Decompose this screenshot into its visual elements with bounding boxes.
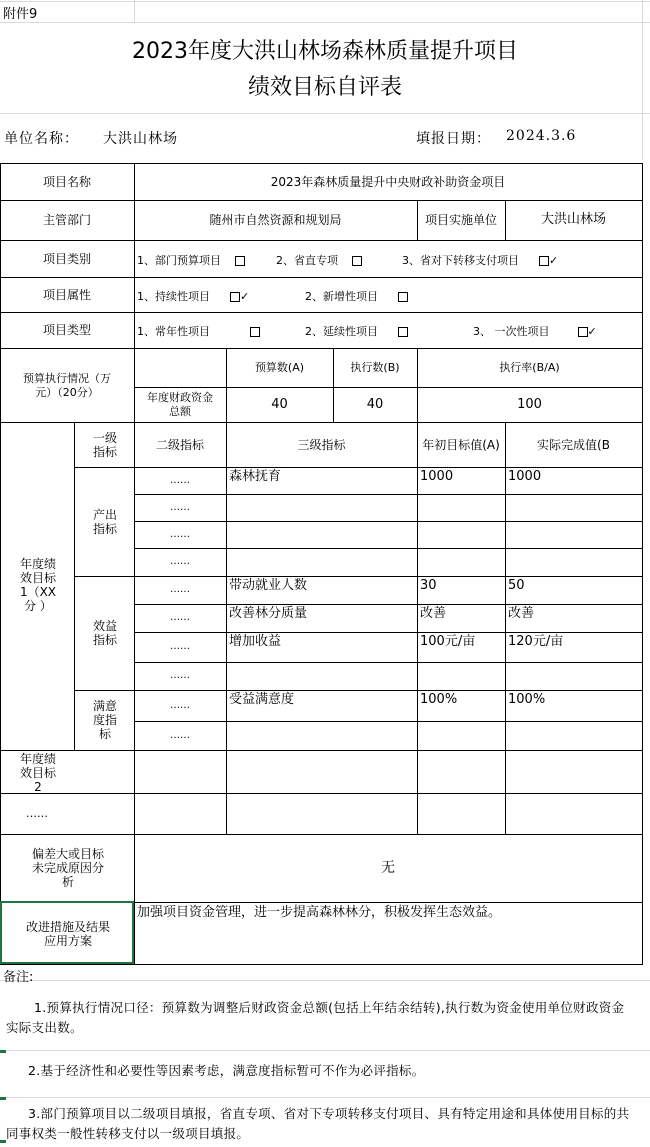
grid-line (0, 113, 650, 114)
row-marker (0, 1050, 6, 1053)
check-mark-icon: ✓ (587, 325, 597, 338)
grid-line (0, 1050, 650, 1051)
grid-line (134, 0, 135, 22)
indicator-actual[interactable]: 改善 (508, 606, 535, 621)
type-label: 项目类型 (42, 323, 91, 337)
budget-col-rate: 执行率(B/A) (499, 360, 560, 374)
unit-name: 大洪山林场 (103, 131, 178, 147)
indicator-target[interactable]: 1000 (420, 469, 454, 484)
actual-header: 实际完成值(B (537, 437, 610, 452)
check-mark-icon: ✓ (240, 290, 250, 303)
improve-label[interactable]: 改进措施及结果应用方案 (25, 919, 110, 948)
budget-a-value[interactable]: 40 (271, 396, 288, 412)
checkbox-icon[interactable] (250, 327, 260, 337)
row-marker (0, 1097, 6, 1100)
checkbox-icon[interactable] (230, 292, 240, 302)
deviation-label: 偏差大或目标未完成原因分析 (31, 847, 104, 889)
note-2: 2.基于经济性和必要性等因素考虑，满意度指标暂可不作为必评指标。 (28, 1063, 425, 1078)
table-border (0, 964, 643, 965)
indicator-target[interactable]: 改善 (420, 606, 447, 621)
level2-placeholder: …… (170, 699, 190, 711)
checkbox-icon[interactable] (398, 292, 408, 302)
col-line (74, 422, 75, 750)
table-border (642, 163, 643, 965)
row-line (0, 750, 643, 751)
project-name-label: 项目名称 (42, 174, 91, 189)
attachment-label: 附件9 (3, 7, 38, 22)
checkbox-icon[interactable] (578, 327, 588, 337)
level2-placeholder: …… (170, 474, 190, 486)
project-name-value[interactable]: 2023年森林质量提升中央财政补助资金项目 (270, 174, 506, 189)
date-value: 2024.3.6 (506, 128, 577, 144)
indicator-actual[interactable]: 1000 (508, 469, 542, 484)
budget-label: 预算执行情况（万元）（20分） (23, 372, 111, 399)
notes-label: 备注: (3, 970, 34, 985)
impl-unit-label: 项目实施单位 (424, 213, 497, 227)
level2-placeholder: …… (170, 501, 190, 513)
category-label: 项目类别 (42, 251, 91, 266)
goal2-label: 年度绩效目标2 (19, 752, 56, 793)
attribute-label: 项目属性 (42, 287, 91, 302)
category-option-3[interactable]: 3、省对下转移支付项目 ✓ (402, 254, 559, 267)
level2-placeholder: …… (170, 612, 190, 623)
output-indicator-label: 产出指标 (92, 507, 117, 536)
improve-value[interactable]: 加强项目资金管理，进一步提高森林林分，积极发挥生态效益。 (137, 905, 502, 920)
grid-line (0, 1, 650, 2)
budget-col-a: 预算数(A) (254, 360, 305, 374)
indicator-level3[interactable]: 带动就业人数 (229, 578, 308, 593)
category-option-1[interactable]: 1、部门预算项目 (137, 252, 245, 268)
indicator-target[interactable]: 100元/亩 (420, 634, 476, 649)
indicator-level3[interactable]: 受益满意度 (229, 692, 295, 707)
deviation-value[interactable]: 无 (381, 860, 395, 876)
note-3: 3.部门预算项目以二级项目填报，省直专项、省对下专项转移支付项目、具有特定用途和具体使用目标的共同事权类一般性转移支付以一级项目填报。 (6, 1106, 630, 1141)
grid-line (0, 980, 650, 981)
indicator-level3[interactable]: 改善林分质量 (229, 606, 308, 621)
checkbox-icon[interactable] (352, 256, 362, 266)
category-option-2[interactable]: 2、省直专项 (276, 252, 362, 268)
attribute-option-1[interactable]: 1、持续性项目 ✓ (137, 290, 250, 303)
type-option-1[interactable]: 1、常年性项目 (137, 323, 260, 339)
grid-line (0, 22, 650, 23)
indicator-actual[interactable]: 120元/亩 (508, 634, 564, 649)
budget-b-value[interactable]: 40 (366, 396, 384, 412)
page-title: 2023年度大洪山林场森林质量提升项目 (132, 39, 518, 64)
checkbox-icon[interactable] (235, 256, 245, 266)
level1-header: 一级指标 (92, 430, 117, 459)
level2-placeholder: …… (170, 729, 190, 741)
benefit-indicator-label: 效益指标 (92, 619, 117, 647)
checkbox-icon[interactable] (539, 256, 549, 266)
indicator-level3[interactable]: 森林抚育 (229, 469, 282, 484)
level2-placeholder: …… (170, 556, 190, 567)
type-option-2[interactable]: 2、延续性项目 (305, 323, 408, 339)
level2-placeholder: …… (170, 584, 190, 595)
target-header: 年初目标值(A) (422, 437, 500, 452)
note-1: 1.预算执行情况口径：预算数为调整后财政资金总额(包括上年结余结转),执行数为资金使用单位财政资金实际支出数。 (6, 1000, 625, 1035)
impl-unit-value[interactable]: 大洪山林场 (540, 212, 606, 227)
indicator-level3[interactable]: 增加收益 (229, 634, 282, 649)
indicator-actual[interactable]: 100% (508, 692, 546, 707)
dept-label: 主管部门 (42, 213, 91, 227)
satisfaction-indicator-label: 满意度指标 (92, 699, 117, 741)
row-line (0, 793, 643, 794)
dept-value[interactable]: 随州市自然资源和规划局 (209, 213, 342, 227)
date-label: 填报日期： (416, 131, 491, 147)
level2-placeholder: …… (170, 670, 190, 681)
indicator-target[interactable]: 100% (420, 692, 458, 707)
indicator-target[interactable]: 30 (420, 578, 437, 593)
budget-row-label: 年度财政资金总额 (147, 390, 213, 418)
level2-placeholder: …… (170, 641, 190, 652)
goal-ellipsis: …… (26, 806, 48, 820)
goal1-label: 年度绩效目标1（XX 分 ） (19, 557, 57, 613)
unit-label: 单位名称： (4, 131, 79, 147)
budget-col-b: 执行数(B) (350, 360, 400, 374)
level2-header: 二级指标 (155, 437, 204, 452)
budget-rate-value[interactable]: 100 (517, 396, 542, 412)
grid-line (0, 1097, 650, 1098)
checkbox-icon[interactable] (398, 327, 408, 337)
type-option-3[interactable]: 3、 一次性项目 ✓ (473, 325, 597, 338)
level2-placeholder: …… (170, 528, 190, 540)
attribute-option-2[interactable]: 2、新增性项目 (305, 288, 408, 304)
level3-header: 三级指标 (297, 437, 346, 452)
indicator-actual[interactable]: 50 (508, 578, 525, 593)
page-subtitle: 绩效目标自评表 (247, 75, 402, 100)
check-mark-icon: ✓ (549, 254, 559, 267)
